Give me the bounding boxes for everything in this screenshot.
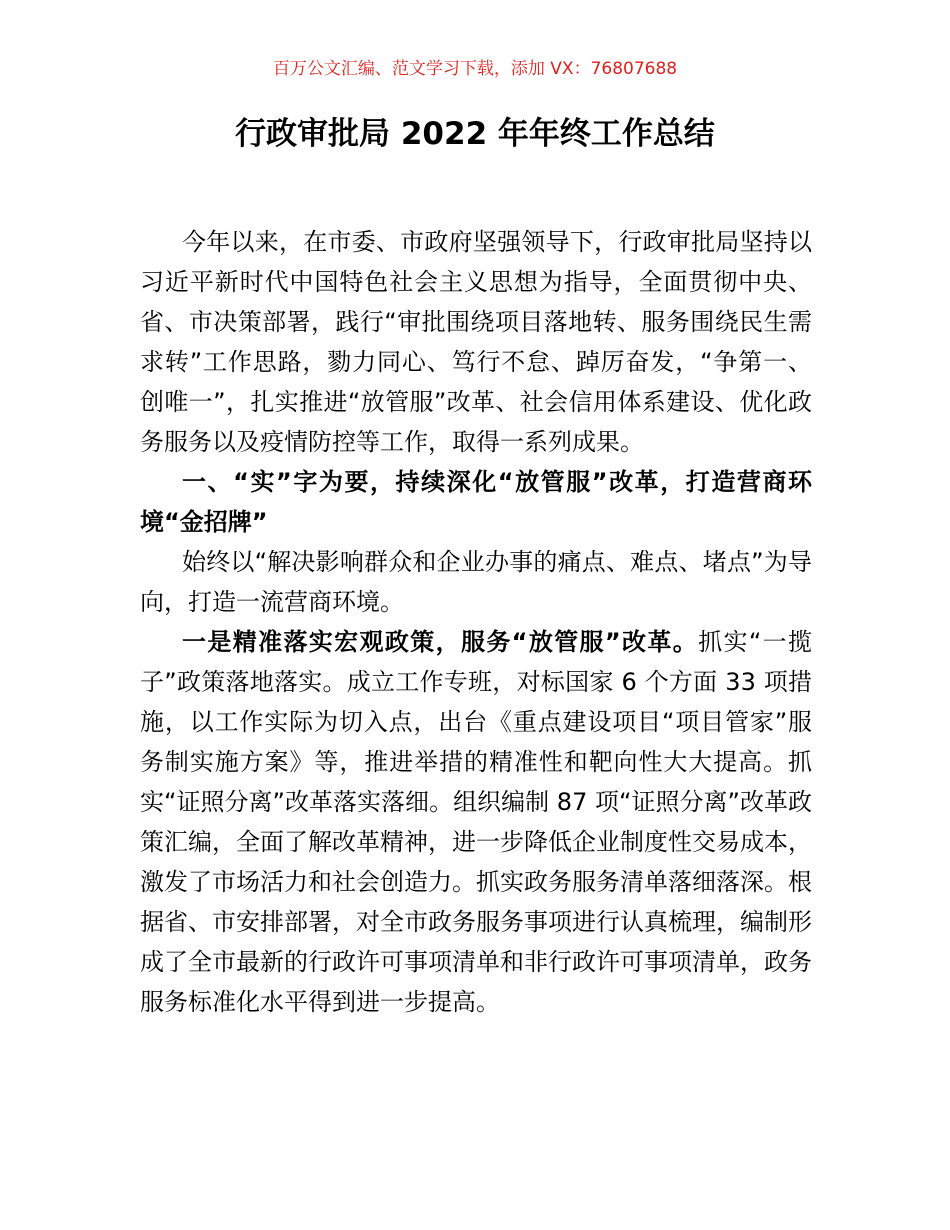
section-intro-paragraph: 始终以“解决影响群众和企业办事的痛点、难点、堵点”为导向，打造一流营商环境。: [140, 548, 812, 616]
intro-paragraph: 今年以来，在市委、市政府坚强领导下，行政审批局坚持以习近平新时代中国特色社会主义思想为指导，全面贯彻中央、省、市决策部署，践行“审批围绕项目落地转、服务围绕民生需求转”工作思路，勠力同心、笃行不怠、踔厉奋发，“争第一、创唯一”，扎实推进“放管服”改革、社会信用体系建设、优化政务服务以及疫情防控等工作，取得一系列成果。: [140, 228, 812, 456]
document-title: 行政审批局 2022 年年终工作总结: [235, 116, 715, 152]
point-body: 抓实“一揽子”政策落地落实。成立工作专班，对标国家 6 个方面 33 项措施，以工作实际为切入点，出台《重点建设项目“项目管家”服务制实施方案》等，推进举措的精准性和靶向性大大提高。抓实“证照分离”改革落实落细。组织编制 87 项“证照分离”改革政策汇编，全面了解改革精神，进一步降低企业制度性交易成本，激发了市场活力和社会创造力。抓实政务服务清单落细落深。根据省、市安排部署，对全市政务服务事项进行认真梳理，编制形成了全市最新的行政许可事项清单和非行政许可事项清单，政务服务标准化水平得到进一步提高。: [140, 628, 813, 1016]
point-paragraph: [140, 622, 812, 1022]
document-body: [140, 222, 812, 1022]
point-lead: 一是精准落实宏观政策，服务“放管服”改革。: [182, 628, 699, 656]
section-heading: 一、“实”字为要，持续深化“放管服”改革，打造营商环境“金招牌”: [140, 468, 812, 536]
watermark-text: 百万公文汇编、范文学习下载，添加 VX：76807688: [272, 59, 678, 79]
